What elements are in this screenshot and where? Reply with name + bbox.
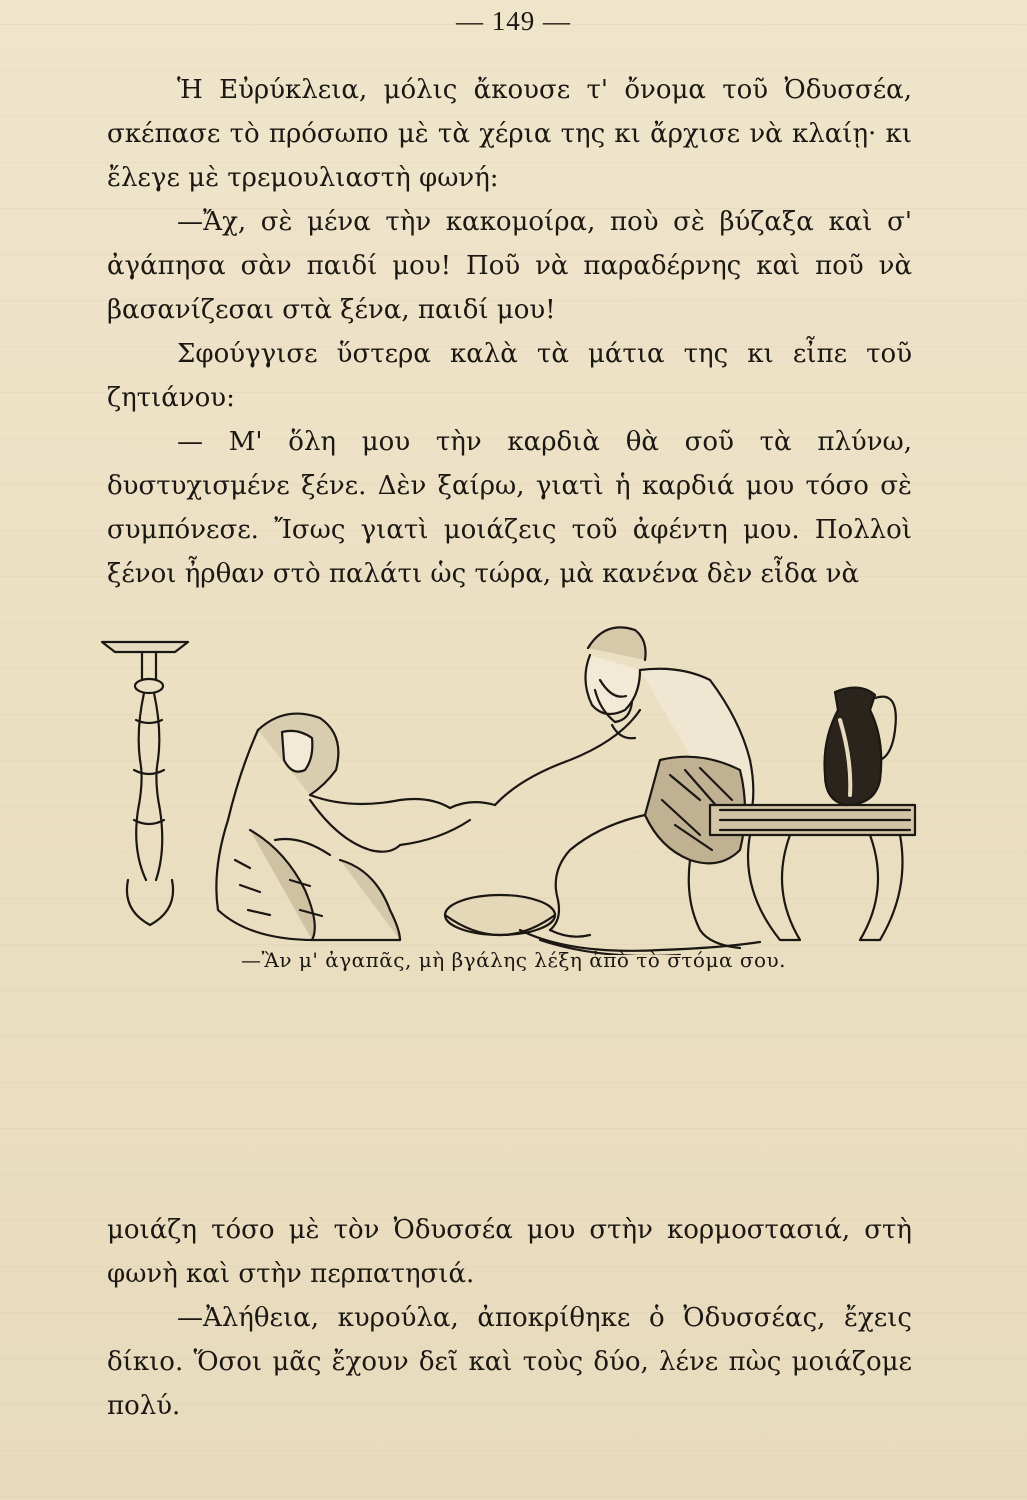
- top-text-block: [107, 68, 912, 596]
- paragraph-eurykleia-lament: —Ἄχ, σὲ μένα τὴν κακομοίρα, ποὺ σὲ βύζαξα καὶ σ' ἀγάπησα σὰν παιδί μου! Ποῦ νὰ παραδέρνης καὶ ποῦ νὰ βασανίζεσαι στὰ ξένα, παιδί μου!: [107, 207, 912, 325]
- lamp-stand: [102, 642, 188, 925]
- page-number: — 149 —: [456, 6, 571, 36]
- illustration-caption: —Ἂν μ' ἀγαπᾶς, μὴ βγάλης λέξη ἀπὸ τὸ στόμα σου.: [240, 948, 787, 972]
- paragraph-eurykleia-hears-name: Ἡ Εὐρύκλεια, μόλις ἄκουσε τ' ὄνομα τοῦ Ὀδυσσέα, σκέπασε τὸ πρόσωπο μὲ τὰ χέρια της κι ἄρχισε νὰ κλαίῃ· κι ἔλεγε μὲ τρεμουλιαστὴ φωνή:: [107, 75, 912, 193]
- bench: [710, 805, 915, 940]
- paragraph-odysseus-reply: —Ἀλήθεια, κυρούλα, ἀποκρίθηκε ὁ Ὀδυσσέας, ἔχεις δίκιο. Ὅσοι μᾶς ἔχουν δεῖ καὶ τοὺς δύο, λένε πὼς μοιάζομε πολύ.: [107, 1303, 912, 1421]
- paragraph-eurykleia-speech: — Μ' ὅλη μου τὴν καρδιὰ θὰ σοῦ τὰ πλύνω, δυστυχισμένε ξένε. Δὲν ξαίρω, γιατὶ ἡ καρδιά μου τόσο σὲ συμπόνεσε. Ἴσως γιατὶ μοιάζεις τοῦ ἀφέντη μου. Πολλοὶ ξένοι ἦρθαν στὸ παλάτι ὡς τώρα, μὰ κανένα δὲν εἶδα νὰ: [107, 427, 912, 589]
- jug: [825, 688, 896, 805]
- illustration-foot-washing: [100, 610, 920, 955]
- paragraph-wipes-eyes: Σφούγγισε ὕστερα καλὰ τὰ μάτια της κι εἶπε τοῦ ζητιάνου:: [107, 339, 912, 413]
- bottom-text-block: [107, 1208, 912, 1428]
- paragraph-continuation: μοιάζη τόσο μὲ τὸν Ὀδυσσέα μου στὴν κορμοστασιά, στὴ φωνὴ καὶ στὴν περπατησιά.: [107, 1215, 912, 1289]
- wash-basin: [445, 895, 760, 955]
